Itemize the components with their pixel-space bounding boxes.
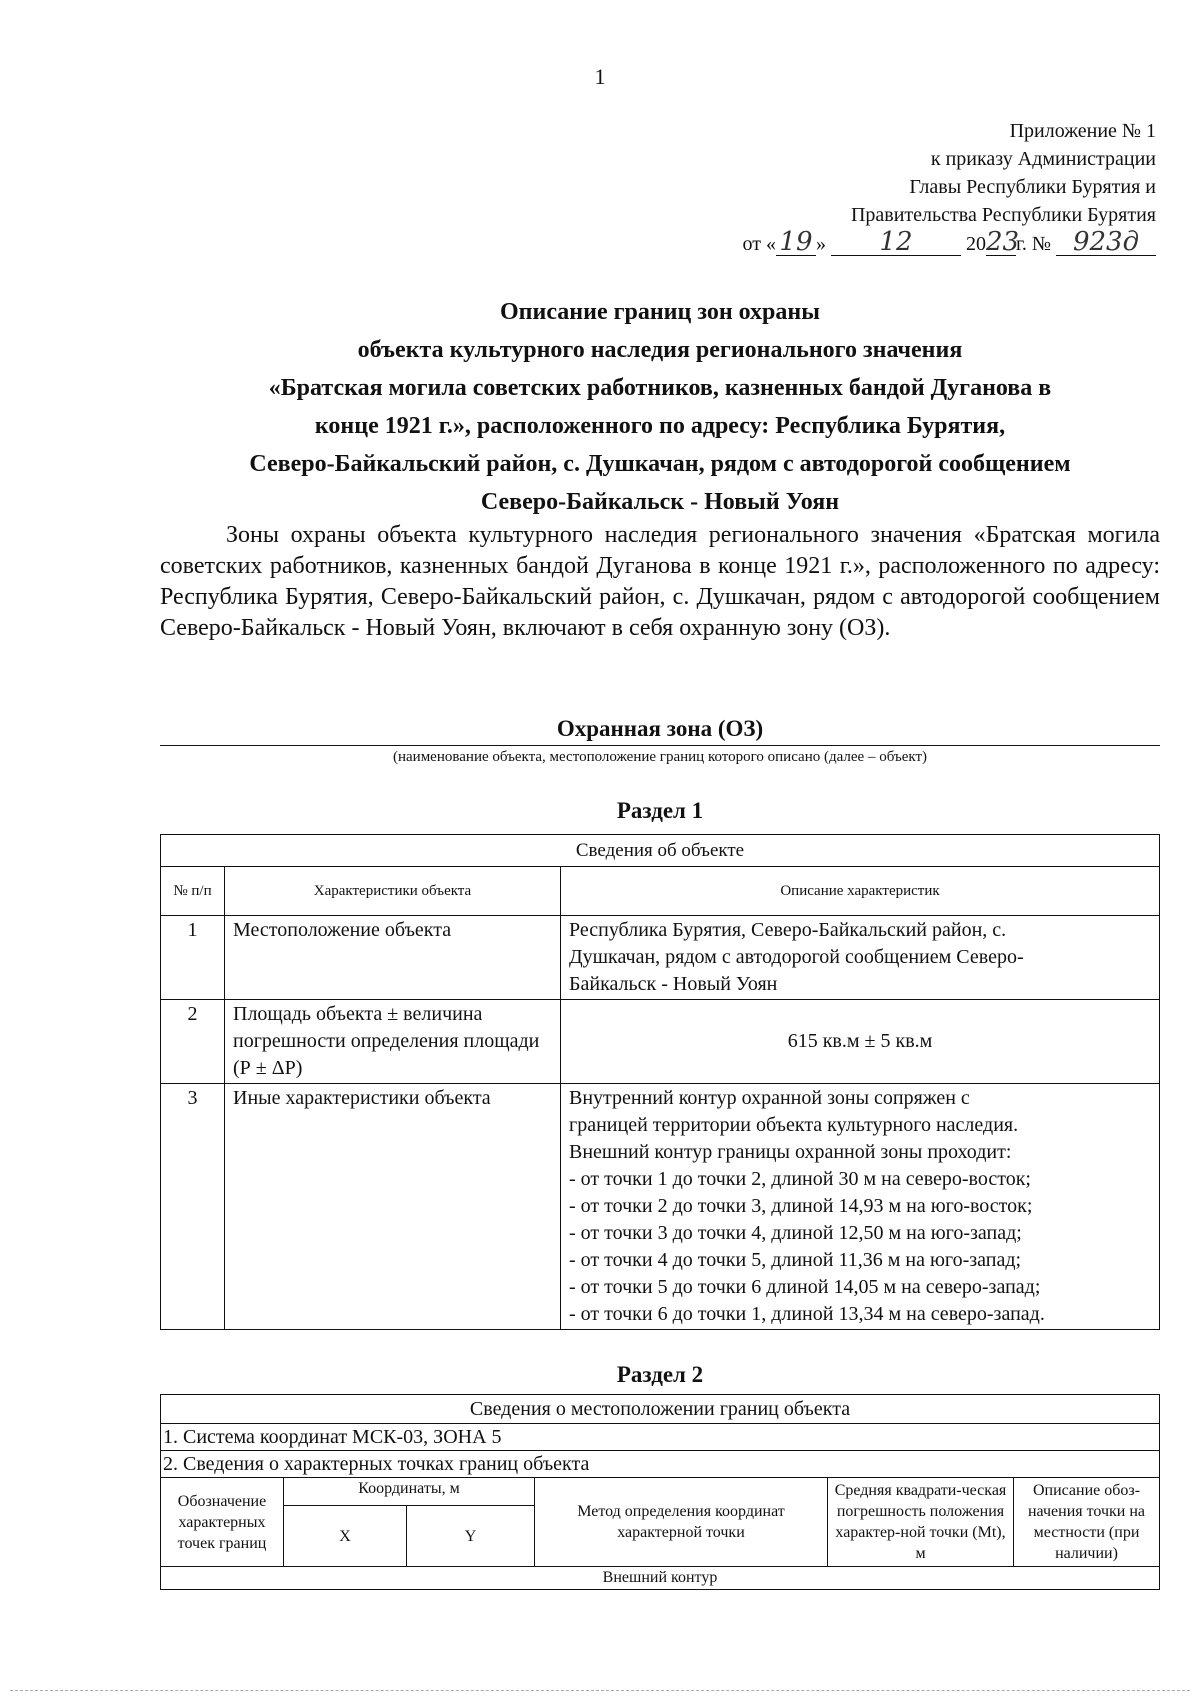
points-title: 2. Сведения о характерных точках границ объекта <box>161 1451 1160 1478</box>
title-line-5: Северо-Байкальский район, с. Душкачан, рядом с автодорогой сообщением <box>249 451 1071 477</box>
header-num: № п/п <box>161 867 225 916</box>
table-header-row <box>161 1478 1160 1506</box>
row1-desc-line: Республика Бурятия, Северо-Байкальский район, с. <box>569 919 1007 941</box>
table-row <box>161 1451 1160 1478</box>
table-row <box>161 835 1160 867</box>
header-desc: Описание характеристик <box>561 867 1160 916</box>
row3-num: 3 <box>161 1084 225 1330</box>
title-line-4: конце 1921 г.», расположенного по адресу: Республика Бурятия, <box>314 413 1006 439</box>
appendix-line-2: к приказу Администрации <box>930 148 1156 170</box>
section2-table <box>160 1394 1160 1590</box>
row2-num: 2 <box>161 1000 225 1084</box>
appendix-line-1: Приложение № 1 <box>1009 120 1156 142</box>
date-month: 12 <box>831 229 961 256</box>
title-line-1: Описание границ зон охраны <box>500 299 820 325</box>
page-number: 1 <box>594 64 606 89</box>
section1-table <box>160 834 1160 1330</box>
row3-desc-line: - от точки 4 до точки 5, длиной 11,36 м на юго-запад; <box>569 1249 1022 1271</box>
header-method: Метод определения координат характерной точки <box>535 1478 828 1567</box>
row3-desc-line: Внешний контур границы охранной зоны проходит: <box>569 1141 1012 1163</box>
appendix-line-4: Правительства Республики Бурятия <box>850 204 1156 226</box>
zone-underline <box>160 745 1160 746</box>
zone-title: Охранная зона (ОЗ) <box>556 716 764 741</box>
row3-desc-line: Внутренний контур охранной зоны сопряжен с <box>569 1087 970 1109</box>
header-description: Описание обоз-начения точки на местности (при наличии) <box>1014 1478 1160 1567</box>
row3-desc-line: - от точки 6 до точки 1, длиной 13,34 м на северо-запад. <box>569 1303 1045 1325</box>
appendix-line-3: Главы Республики Бурятия и <box>909 176 1156 198</box>
row3-desc-line: - от точки 2 до точки 3, длиной 14,93 м на юго-восток; <box>569 1195 1033 1217</box>
row1-desc <box>561 916 1160 1000</box>
appendix-date-line <box>742 229 1156 258</box>
date-year-prefix: 20 <box>965 233 986 255</box>
row3-desc-line: - от точки 5 до точки 6 длиной 14,05 м на северо-запад; <box>569 1276 1041 1298</box>
date-year-suffix: 23 <box>985 227 1020 257</box>
date-prefix: от « <box>742 233 776 255</box>
appendix-block <box>742 117 1156 258</box>
row3-char: Иные характеристики объекта <box>225 1084 561 1330</box>
row1-desc-line: Байкальск - Новый Уоян <box>569 973 778 995</box>
table-header-row <box>161 867 1160 916</box>
row3-desc <box>561 1084 1160 1330</box>
row1-num: 1 <box>161 916 225 1000</box>
header-error: Средняя квадрати-ческая погрешность положения характер-ной точки (Mt), м <box>828 1478 1014 1567</box>
date-day: 19 <box>776 229 816 256</box>
section2-caption: Сведения о местоположении границ объекта <box>161 1395 1160 1424</box>
intro-text: Зоны охраны объекта культурного наследия регионального значения «Братская могила советских работников, казненных бандой Дуганова в конце 1921 г.», расположенного по адресу: Республика Бурятия, Северо-Байкальский район, с. Душкачан, рядом с автодорогой сообщением Северо-Байкальск - Новый Уоян, включают в себя охранную зону (ОЗ). <box>160 522 1160 641</box>
header-coords: Координаты, м <box>284 1478 535 1506</box>
table-row <box>161 916 1160 1000</box>
zone-note: (наименование объекта, местоположение границ которого описано (далее – объект) <box>392 749 928 765</box>
table-row <box>161 1395 1160 1424</box>
document-title <box>150 293 1170 521</box>
coord-system: 1. Система координат МСК-03, ЗОНА 5 <box>161 1424 1160 1451</box>
header-designation: Обозначение характерных точек границ <box>161 1478 284 1567</box>
title-line-2: объекта культурного наследия регионального значения <box>357 337 963 363</box>
row1-char: Местоположение объекта <box>225 916 561 1000</box>
date-year-tail: г. № <box>1015 233 1051 255</box>
row2-desc <box>561 1000 1160 1084</box>
header-char: Характеристики объекта <box>225 867 561 916</box>
table-row <box>161 1424 1160 1451</box>
row2-desc-line: 615 кв.м ± 5 кв.м <box>787 1030 933 1052</box>
row3-desc-line: границей территории объекта культурного наследия. <box>569 1114 1019 1136</box>
intro-paragraph <box>160 520 1160 644</box>
title-line-3: «Братская могила советских работников, казненных бандой Дуганова в <box>268 375 1052 401</box>
section1-caption: Сведения об объекте <box>161 835 1160 867</box>
row1-desc-line: Душкачан, рядом с автодорогой сообщением Северо- <box>569 946 1024 968</box>
table-row <box>161 1567 1160 1590</box>
section2-heading: Раздел 2 <box>616 1362 704 1387</box>
section1-heading: Раздел 1 <box>616 798 704 823</box>
header-x: X <box>284 1506 407 1567</box>
title-line-6: Северо-Байкальск - Новый Уоян <box>480 489 840 515</box>
table-row <box>161 1000 1160 1084</box>
table-row <box>161 1084 1160 1330</box>
row2-char: Площадь объекта ± величина погрешности определения площади (Р ± ΔР) <box>225 1000 561 1084</box>
row3-desc-line: - от точки 3 до точки 4, длиной 12,50 м на юго-запад; <box>569 1222 1022 1244</box>
page-edge-rule <box>10 1690 1190 1691</box>
date-day-suffix: » <box>815 233 826 255</box>
header-y: Y <box>407 1506 535 1567</box>
row3-desc-line: - от точки 1 до точки 2, длиной 30 м на северо-восток; <box>569 1168 1031 1190</box>
order-number: 923д <box>1056 229 1156 256</box>
outer-contour: Внешний контур <box>161 1567 1160 1590</box>
